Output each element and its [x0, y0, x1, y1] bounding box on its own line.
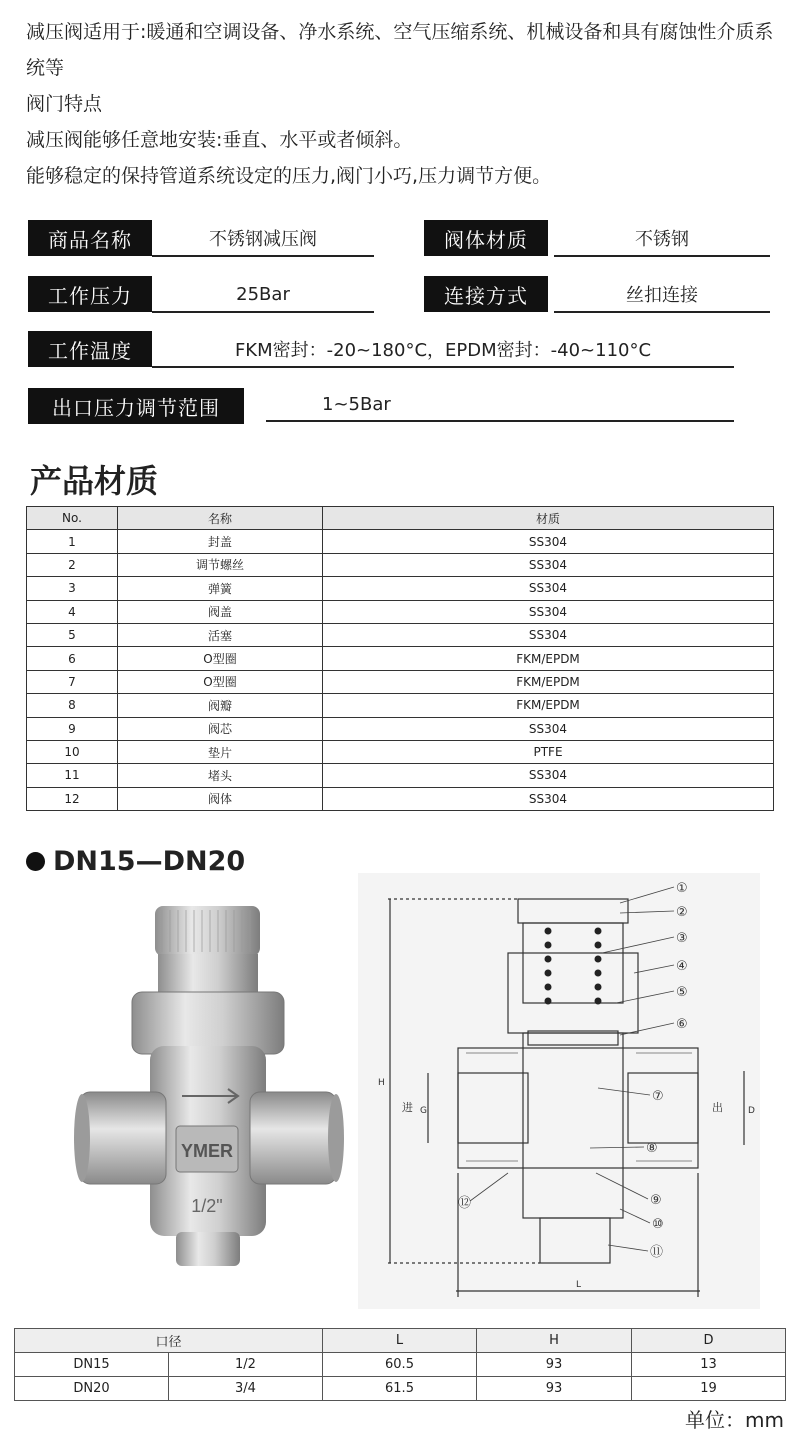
- spec-label-outlet-range: 出口压力调节范围: [28, 388, 244, 424]
- cell-part: 阀体: [118, 787, 323, 810]
- cell-thread: 1/2: [169, 1353, 323, 1377]
- cell-no: 1: [27, 530, 118, 553]
- outlet-label: 出: [712, 1101, 723, 1114]
- spec-value-working-pressure: 25Bar: [152, 277, 374, 313]
- cell-thread: 3/4: [169, 1377, 323, 1401]
- table-row: [27, 764, 774, 787]
- intro-line-applications: 减压阀适用于:暖通和空调设备、净水系统、空气压缩系统、机械设备和具有腐蚀性介质系统等: [26, 21, 774, 79]
- cell-material: FKM/EPDM: [323, 647, 774, 670]
- callout-8: ⑧: [646, 1141, 658, 1156]
- table-row: [15, 1353, 786, 1377]
- header-d: D: [632, 1329, 786, 1353]
- dn-range-text: DN15—DN20: [53, 846, 246, 877]
- cell-no: 5: [27, 623, 118, 646]
- table-row: [27, 717, 774, 740]
- spec-value-body-material: 不锈钢: [554, 221, 770, 257]
- cell-dn: DN15: [15, 1353, 169, 1377]
- table-row: [27, 787, 774, 810]
- cell-part: 阀瓣: [118, 694, 323, 717]
- cell-part: O型圈: [118, 670, 323, 693]
- header-h: H: [477, 1329, 632, 1353]
- spec-value-connection: 丝扣连接: [554, 277, 770, 313]
- header-bore: 口径: [15, 1329, 323, 1353]
- cell-no: 3: [27, 577, 118, 600]
- cell-material: SS304: [323, 577, 774, 600]
- table-row: [27, 623, 774, 646]
- cell-h: 93: [477, 1353, 632, 1377]
- callout-5: ⑤: [676, 985, 688, 1000]
- cell-l: 61.5: [323, 1377, 477, 1401]
- cell-material: SS304: [323, 530, 774, 553]
- callout-6: ⑥: [676, 1017, 688, 1032]
- intro-text: [26, 14, 786, 194]
- cell-material: PTFE: [323, 740, 774, 763]
- table-row: [27, 577, 774, 600]
- table-row: [27, 553, 774, 576]
- header-material: 材质: [323, 507, 774, 530]
- cell-no: 4: [27, 600, 118, 623]
- table-row: [27, 740, 774, 763]
- cell-part: 阀芯: [118, 717, 323, 740]
- intro-line-stability: 能够稳定的保持管道系统设定的压力,阀门小巧,压力调节方便。: [26, 165, 552, 187]
- cell-d: 13: [632, 1353, 786, 1377]
- dim-label-l: L: [576, 1280, 582, 1290]
- callout-7: ⑦: [652, 1089, 664, 1104]
- cell-material: SS304: [323, 553, 774, 576]
- cell-material: SS304: [323, 717, 774, 740]
- spec-value-working-temperature: FKM密封：-20~180°C，EPDM密封：-40~110°C: [152, 332, 734, 368]
- brand-text: YMER: [180, 1141, 234, 1161]
- table-row: [27, 694, 774, 717]
- cell-no: 7: [27, 670, 118, 693]
- materials-title: 产品材质: [30, 462, 159, 500]
- callout-10: ⑩: [652, 1217, 664, 1232]
- cell-part: 阀盖: [118, 600, 323, 623]
- table-row: [27, 647, 774, 670]
- cell-part: 活塞: [118, 623, 323, 646]
- cell-part: 封盖: [118, 530, 323, 553]
- cell-dn: DN20: [15, 1377, 169, 1401]
- cell-no: 10: [27, 740, 118, 763]
- cell-material: SS304: [323, 787, 774, 810]
- cell-part: 堵头: [118, 764, 323, 787]
- bullet-icon: [26, 852, 45, 871]
- dn-range-heading: [26, 846, 245, 877]
- cell-part: 调节螺丝: [118, 553, 323, 576]
- product-photo: [60, 896, 350, 1296]
- cell-material: FKM/EPDM: [323, 694, 774, 717]
- cell-material: SS304: [323, 623, 774, 646]
- cell-material: SS304: [323, 764, 774, 787]
- dimensions-header-row: [15, 1329, 786, 1353]
- unit-note: 单位：mm: [685, 1408, 784, 1432]
- cell-no: 11: [27, 764, 118, 787]
- spec-label-product-name: 商品名称: [28, 220, 152, 256]
- cap-shape: [155, 906, 260, 956]
- table-row: [27, 670, 774, 693]
- inlet-label: 进: [402, 1101, 413, 1114]
- callout-1: ①: [676, 881, 688, 896]
- materials-table: [26, 506, 774, 811]
- header-l: L: [323, 1329, 477, 1353]
- header-no: No.: [27, 507, 118, 530]
- sectional-drawing: [358, 873, 760, 1309]
- spec-label-body-material: 阀体材质: [424, 220, 548, 256]
- spec-label-working-temperature: 工作温度: [28, 331, 152, 367]
- bonnet-shape: [132, 992, 284, 1054]
- cell-no: 2: [27, 553, 118, 576]
- materials-header-row: [27, 507, 774, 530]
- spec-value-product-name: 不锈钢减压阀: [152, 221, 374, 257]
- spec-label-connection: 连接方式: [424, 276, 548, 312]
- dim-label-h: H: [378, 1078, 385, 1088]
- cell-material: SS304: [323, 600, 774, 623]
- cell-part: O型圈: [118, 647, 323, 670]
- callout-4: ④: [676, 959, 688, 974]
- cell-part: 弹簧: [118, 577, 323, 600]
- dim-label-d: D: [748, 1106, 755, 1116]
- spec-value-outlet-range: 1~5Bar: [266, 388, 734, 422]
- callout-11: ⑪: [650, 1245, 664, 1260]
- cell-d: 19: [632, 1377, 786, 1401]
- table-row: [15, 1377, 786, 1401]
- dimensions-table: [14, 1328, 786, 1401]
- callout-2: ②: [676, 905, 688, 920]
- intro-line-features-heading: 阀门特点: [26, 93, 103, 115]
- callout-12: ⑫: [458, 1196, 472, 1211]
- header-part-name: 名称: [118, 507, 323, 530]
- cell-part: 垫片: [118, 740, 323, 763]
- size-mark-text: 1/2": [191, 1196, 223, 1216]
- cell-l: 60.5: [323, 1353, 477, 1377]
- callout-3: ③: [676, 931, 688, 946]
- callout-9: ⑨: [650, 1193, 662, 1208]
- spec-label-working-pressure: 工作压力: [28, 276, 152, 312]
- intro-line-installation: 减压阀能够任意地安装:垂直、水平或者倾斜。: [26, 129, 413, 151]
- cell-no: 9: [27, 717, 118, 740]
- dim-label-g: G: [420, 1106, 427, 1116]
- cell-h: 93: [477, 1377, 632, 1401]
- table-row: [27, 600, 774, 623]
- cell-no: 12: [27, 787, 118, 810]
- table-row: [27, 530, 774, 553]
- cell-no: 6: [27, 647, 118, 670]
- cell-material: FKM/EPDM: [323, 670, 774, 693]
- cell-no: 8: [27, 694, 118, 717]
